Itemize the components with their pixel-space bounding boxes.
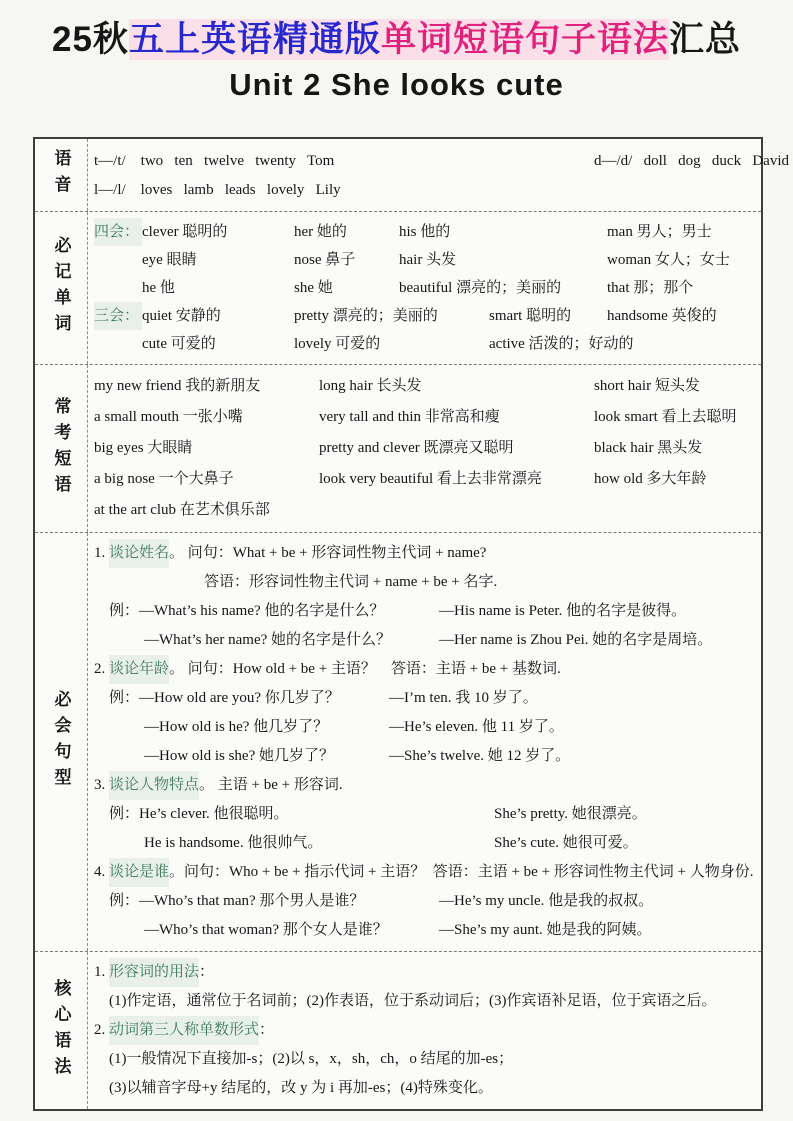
text-segment: pretty 漂亮的；美丽的: [294, 308, 438, 324]
text-line: [94, 887, 757, 916]
text-segment: —I’m ten. 我 10 岁了。: [389, 690, 538, 706]
text-segment: a small mouth 一张小嘴: [94, 409, 243, 425]
text-segment: 。 主语 + be + 形容词.: [199, 777, 343, 793]
text-segment: 1.: [94, 964, 109, 980]
text-segment: ：: [259, 1022, 275, 1038]
row-label-cell: [35, 952, 87, 1109]
row-grammar: [35, 951, 761, 1109]
text-line: [94, 402, 757, 433]
text-segment: hair 头发: [399, 252, 457, 268]
text-segment: woman 女人；女士: [607, 252, 730, 268]
text-line: [94, 597, 757, 626]
grammar-content: [87, 952, 761, 1109]
text-segment: —He’s my uncle. 他是我的叔叔。: [439, 893, 654, 909]
text-line: [94, 218, 757, 246]
text-line: [94, 495, 757, 526]
text-segment: black hair 黑头发: [594, 440, 703, 456]
title-content-scope: 单词短语句子语法: [380, 20, 669, 59]
row-phonics: [35, 139, 789, 211]
text-segment: (1)一般情况下直接加-s；(2)以 s，x，sh，ch，o 结尾的加-es；: [109, 1051, 514, 1067]
text-line: [94, 958, 757, 987]
text-line: [94, 713, 757, 742]
key-term: 谈论人物特点: [109, 771, 199, 800]
text-segment: (1)作定语，通常位于名词前；(2)作表语，位于系动词后；(3)作宾语补足语，位于宾语之后。: [109, 993, 717, 1009]
text-segment: 例：—How old are you? 你几岁了？: [109, 690, 340, 706]
title-summary-word: 汇总: [668, 20, 741, 59]
text-segment: big eyes 大眼睛: [94, 440, 193, 456]
text-segment: long hair 长头发: [319, 378, 422, 394]
text-segment: her 她的: [294, 224, 347, 240]
key-term: 谈论姓名: [109, 539, 169, 568]
text-line: [94, 274, 757, 302]
text-segment: handsome 英俊的: [607, 308, 717, 324]
text-segment: 。 问句：What + be + 形容词性物主代词 + name?: [169, 545, 487, 561]
title-edition: 五上英语精通版: [128, 20, 381, 59]
text-line: [94, 829, 757, 858]
text-segment: clever 聪明的: [142, 224, 228, 240]
text-segment: man 男人；男士: [607, 224, 712, 240]
text-line: [94, 464, 757, 495]
text-segment: ：: [199, 964, 215, 980]
text-segment: lovely 可爱的: [294, 336, 381, 352]
words-content: [87, 212, 761, 364]
text-segment: She’s pretty. 她很漂亮。: [494, 806, 647, 822]
text-line: [94, 539, 757, 568]
text-segment: look smart 看上去聪明: [594, 409, 737, 425]
text-segment: active 活泼的；好动的: [489, 336, 634, 352]
text-segment: that 那；那个: [607, 280, 694, 296]
text-line: [94, 1045, 757, 1074]
text-segment: t—/t/ two ten twelve twenty Tom: [94, 153, 335, 169]
text-segment: —Her name is Zhou Pei. 她的名字是周培。: [439, 632, 713, 648]
text-segment: how old 多大年龄: [594, 471, 707, 487]
text-line: [94, 742, 757, 771]
text-segment: 例：—Who’s that man? 那个男人是谁？: [109, 893, 365, 909]
phonics-content: [87, 139, 789, 211]
unit-title: Unit 2 She looks cute: [229, 67, 564, 102]
text-line: [94, 433, 757, 464]
row-label-cell: [35, 365, 87, 532]
key-term: 动词第三人称单数形式: [109, 1016, 259, 1045]
text-line: [94, 626, 757, 655]
text-line: [94, 1016, 757, 1045]
text-line: [94, 1074, 757, 1103]
text-segment: 4.: [94, 864, 109, 880]
text-segment: 答语：形容词性物主代词 + name + be + 名字.: [204, 574, 498, 590]
text-segment: short hair 短头发: [594, 378, 700, 394]
text-segment: 。问句：Who + be + 指示代词 + 主语？ 答语：主语 + be + 形容词性物主代词 + 人物身份.: [169, 864, 754, 880]
text-line: [94, 568, 757, 597]
text-segment: 2.: [94, 661, 109, 677]
text-line: [94, 176, 757, 205]
text-segment: —How old is she? 她几岁了？: [144, 748, 334, 764]
text-segment: at the art club 在艺术俱乐部: [94, 502, 270, 518]
text-line: [94, 302, 757, 330]
title-year-term: 25秋: [52, 20, 129, 59]
text-segment: very tall and thin 非常高和瘦: [319, 409, 500, 425]
text-line: [94, 371, 757, 402]
phrases-content: [87, 365, 761, 532]
text-line: [94, 916, 757, 945]
text-segment: 例：—What’s his name? 他的名字是什么？: [109, 603, 385, 619]
text-line: [94, 771, 757, 800]
text-segment: 1.: [94, 545, 109, 561]
row-phrases: [35, 364, 761, 532]
text-segment: nose 鼻子: [294, 252, 356, 268]
text-segment: —She’s my aunt. 她是我的阿姨。: [439, 922, 652, 938]
row-label: 必记单词: [51, 236, 71, 340]
key-term: 形容词的用法: [109, 958, 199, 987]
key-term: 四会：: [94, 218, 142, 246]
text-segment: —He’s eleven. 他 11 岁了。: [389, 719, 564, 735]
text-segment: eye 眼睛: [142, 252, 197, 268]
text-segment: quiet 安静的: [142, 308, 221, 324]
text-segment: —What’s her name? 她的名字是什么？: [144, 632, 392, 648]
text-segment: She’s cute. 她很可爱。: [494, 835, 638, 851]
text-segment: his 他的: [399, 224, 451, 240]
text-segment: 2.: [94, 1022, 109, 1038]
sentences-content: [87, 533, 761, 951]
text-line: [94, 147, 789, 176]
row-label-cell: [35, 212, 87, 364]
row-label-cell: [35, 533, 87, 951]
row-label: 常考短语: [51, 396, 71, 501]
row-label-cell: [35, 139, 87, 211]
text-segment: he 他: [142, 280, 175, 296]
text-segment: l—/l/ loves lamb leads lovely Lily: [94, 182, 341, 198]
text-line: [94, 655, 757, 684]
text-segment: —Who’s that woman? 那个女人是谁？: [144, 922, 388, 938]
text-line: [94, 858, 757, 887]
text-line: [94, 684, 757, 713]
text-segment: 3.: [94, 777, 109, 793]
key-term: 谈论年龄: [109, 655, 169, 684]
text-segment: she 她: [294, 280, 333, 296]
key-term: 三会：: [94, 302, 142, 330]
summary-table: [33, 137, 789, 1111]
text-segment: —His name is Peter. 他的名字是彼得。: [439, 603, 687, 619]
text-segment: look very beautiful 看上去非常漂亮: [319, 471, 542, 487]
key-term: 谈论是谁: [109, 858, 169, 887]
text-segment: my new friend 我的新朋友: [94, 378, 261, 394]
row-label: 语音: [51, 149, 71, 201]
text-line: [94, 330, 757, 358]
text-segment: 。 问句：How old + be + 主语？ 答语：主语 + be + 基数词.: [169, 661, 561, 677]
text-segment: smart 聪明的: [489, 308, 572, 324]
text-line: [94, 800, 757, 829]
text-segment: (3)以辅音字母+y 结尾的，改 y 为 i 再加-es；(4)特殊变化。: [109, 1080, 493, 1096]
text-segment: cute 可爱的: [142, 336, 216, 352]
row-sentences: [35, 532, 761, 951]
text-segment: —How old is he? 他几岁了？: [144, 719, 329, 735]
row-label: 必会句型: [51, 690, 71, 794]
text-segment: 例：He’s clever. 他很聪明。: [109, 806, 289, 822]
text-segment: beautiful 漂亮的；美丽的: [399, 280, 562, 296]
text-line: [94, 987, 757, 1016]
text-segment: pretty and clever 既漂亮又聪明: [319, 440, 514, 456]
text-segment: —She’s twelve. 她 12 岁了。: [389, 748, 571, 764]
row-words: [35, 211, 761, 364]
text-segment: d—/d/ doll dog duck David: [594, 153, 789, 169]
row-label: 核心语法: [51, 978, 71, 1083]
text-segment: a big nose 一个大鼻子: [94, 471, 234, 487]
text-line: [94, 246, 757, 274]
page-title: [0, 17, 793, 63]
text-segment: He is handsome. 他很帅气。: [144, 835, 323, 851]
